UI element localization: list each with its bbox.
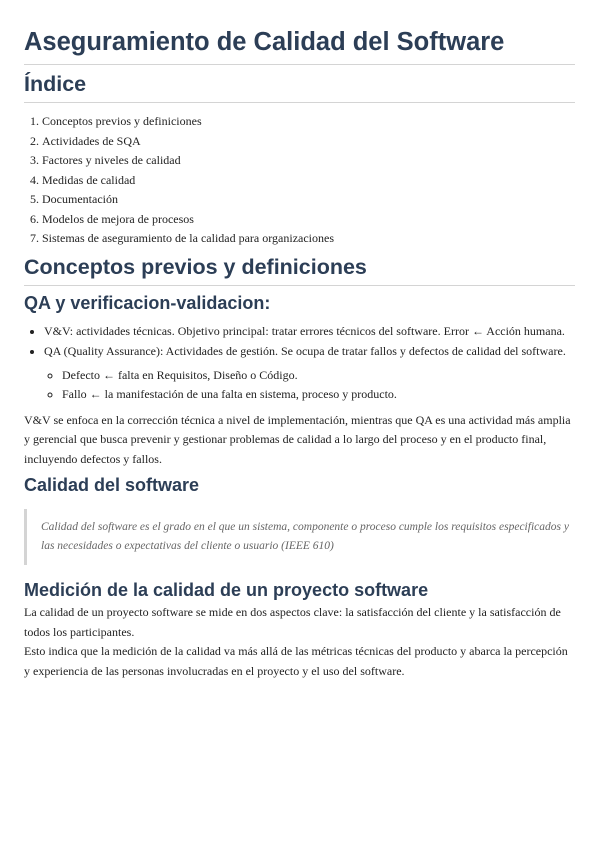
- index-item[interactable]: 5. Documentación: [42, 190, 575, 210]
- bullet-item-vv: [44, 321, 575, 342]
- bullet-text: V&V: actividades técnicas. Objetivo principal: tratar errores técnicos del software. Error ← Acción humana.: [44, 323, 565, 338]
- qa-heading: QA y verificacion-validacion:: [24, 292, 271, 313]
- measurement-paragraph-2: Esto indica que la medición de la calidad va más allá de las métricas técnicas del producto y abarca la percepción y experiencia de las personas involucradas en el proyecto y el uso del software.: [24, 644, 568, 678]
- quality-heading: Calidad del software: [24, 475, 200, 495]
- sub-bullet-fallo: ◦ Fallo ← la manifestación de una falta en sistema, proceso y producto.: [62, 385, 575, 405]
- qa-bullet-list: [24, 321, 575, 405]
- document-title: Aseguramiento de Calidad del Software: [24, 26, 575, 65]
- index-item[interactable]: 1. Conceptos previos y definiciones: [42, 112, 575, 132]
- measurement-heading: Medición de la calidad de un proyecto software: [24, 580, 429, 600]
- index-heading: Índice: [24, 70, 575, 103]
- measurement-paragraph-1: La calidad de un proyecto software se mide en dos aspectos clave: la satisfacción del cliente y la satisfacción de todos los participantes.: [24, 605, 561, 639]
- concepts-heading: Conceptos previos y definiciones: [24, 253, 575, 286]
- index-item[interactable]: 6. Modelos de mejora de procesos: [42, 210, 575, 230]
- vv-qa-paragraph: V&V se enfoca en la corrección técnica a nivel de implementación, mientras que QA es una actividad más amplia y gerencial que busca prevenir y gestionar problemas de calidad a lo largo del proceso y en el producto final, incluyendo defectos y fallos.: [24, 412, 571, 466]
- sub-bullet-defecto: ◦ Defecto ← falta en Requisitos, Diseño o Código.: [62, 366, 575, 386]
- index-item[interactable]: 2. Actividades de SQA: [42, 132, 575, 152]
- bullet-text: QA (Quality Assurance): Actividades de gestión. Se ocupa de tratar fallos y defectos de calidad del software.: [44, 344, 566, 358]
- index-item[interactable]: 4. Medidas de calidad: [42, 171, 575, 191]
- bullet-item-qa: [44, 341, 575, 405]
- index-item[interactable]: 3. Factores y niveles de calidad: [42, 151, 575, 171]
- index-list: [24, 112, 575, 249]
- quality-definition-quote: Calidad del software es el grado en el que un sistema, componente o proceso cumple los requisitos especificados y las necesidades o expectativas del cliente o usuario (IEEE 610): [24, 509, 575, 565]
- qa-sub-list: [44, 366, 575, 405]
- index-item[interactable]: 7. Sistemas de aseguramiento de la calidad para organizaciones: [42, 229, 575, 249]
